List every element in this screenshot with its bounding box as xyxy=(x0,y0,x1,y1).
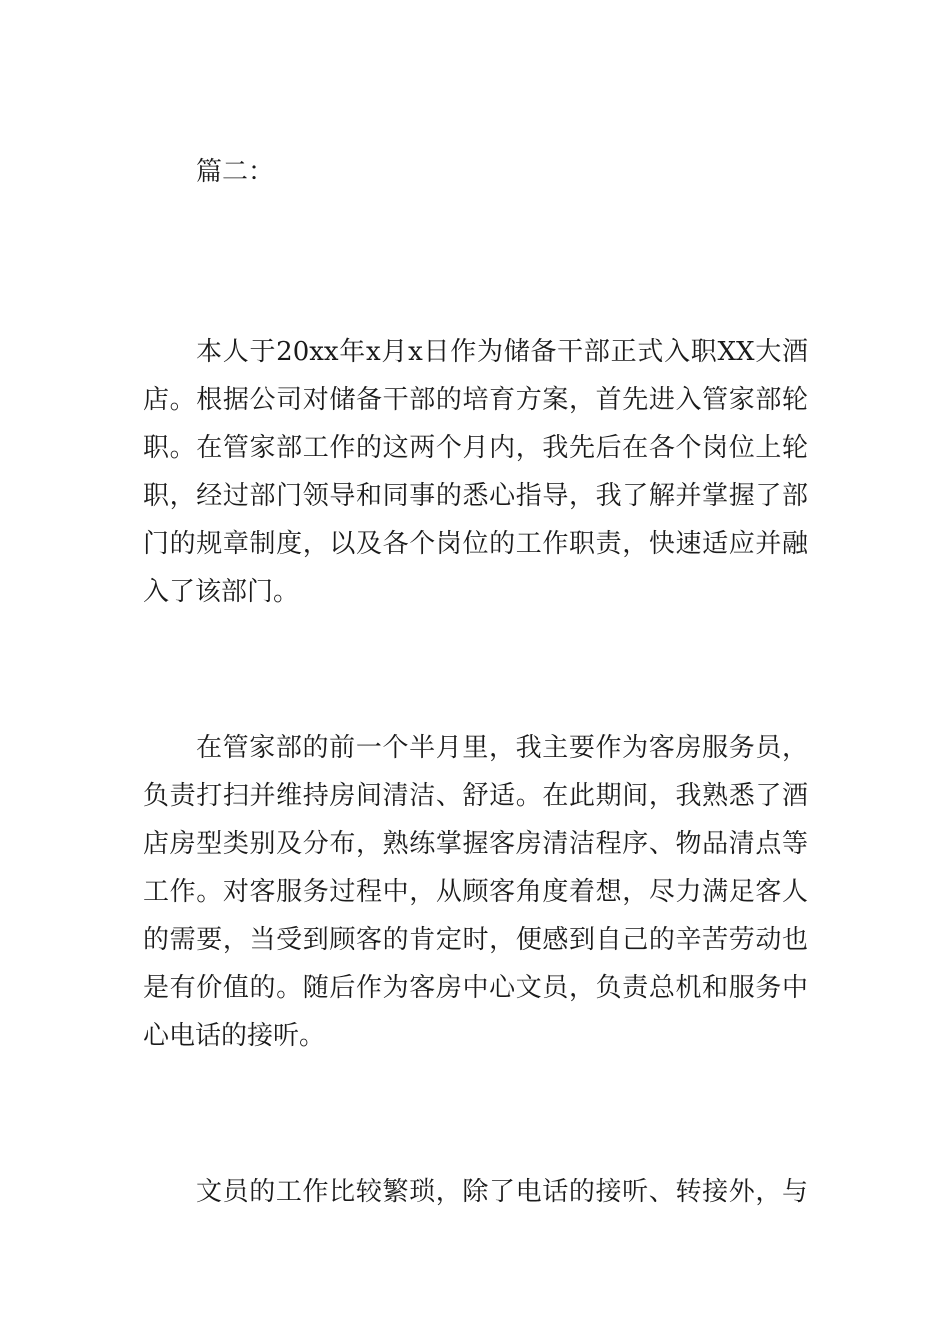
paragraph-2-line-7: 心电话的接听。 xyxy=(143,1021,326,1051)
paragraph-1-line-4: 职，经过部门领导和同事的悉心指导，我了解并掌握了部 xyxy=(143,481,808,511)
paragraph-1-line-5: 门的规章制度，以及各个岗位的工作职责，快速适应并融 xyxy=(143,529,808,559)
paragraph-2-line-1: 在管家部的前一个半月里，我主要作为客房服务员， xyxy=(196,733,808,763)
paragraph-1-line-6: 入了该部门。 xyxy=(143,577,300,607)
paragraph-1-line-3: 职。在管家部工作的这两个月内，我先后在各个岗位上轮 xyxy=(143,433,808,463)
paragraph-1-line-2: 店。根据公司对储备干部的培育方案，首先进入管家部轮 xyxy=(143,385,808,415)
paragraph-1-line-1: 本人于20xx年x月x日作为储备干部正式入职XX大酒 xyxy=(196,337,808,367)
paragraph-3-line-1: 文员的工作比较繁琐，除了电话的接听、转接外，与 xyxy=(196,1177,808,1207)
paragraph-2-line-4: 工作。对客服务过程中，从顾客角度着想，尽力满足客人 xyxy=(143,877,808,907)
paragraph-2-line-6: 是有价值的。随后作为客房中心文员，负责总机和服务中 xyxy=(143,973,808,1003)
paragraph-2-line-3: 店房型类别及分布，熟练掌握客房清洁程序、物品清点等 xyxy=(143,829,808,859)
section-heading: 篇二： xyxy=(196,157,275,187)
paragraph-2-line-2: 负责打扫并维持房间清洁、舒适。在此期间，我熟悉了酒 xyxy=(143,781,808,811)
paragraph-2-line-5: 的需要，当受到顾客的肯定时，便感到自己的辛苦劳动也 xyxy=(143,925,808,955)
